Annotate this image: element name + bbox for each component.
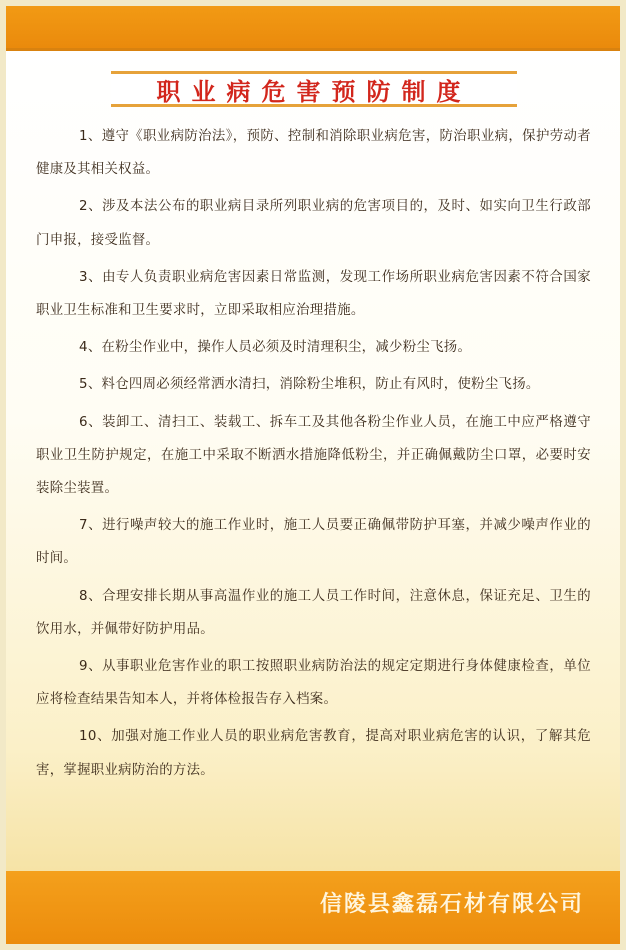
rule-item: 3、由专人负责职业病危害因素日常监测，发现工作场所职业病危害因素不符合国家职业卫生标准和卫生要求时，立即采取相应治理措施。 (36, 269, 591, 319)
rule-item: 4、在粉尘作业中，操作人员必须及时清理积尘，减少粉尘飞扬。 (79, 340, 472, 356)
title-frame (111, 71, 517, 107)
rule-item: 1、遵守《职业病防治法》，预防、控制和消除职业病危害，防治职业病，保护劳动者健康及其相关权益。 (36, 129, 591, 178)
rule-item: 9、从事职业危害作业的职工按照职业病防治法的规定定期进行身体健康检查，单位应将检查结果告知本人，并将体检报告存入档案。 (36, 659, 591, 708)
rule-item: 5、料仓四周必须经常洒水清扫，消除粉尘堆积，防止有风时，使粉尘飞扬。 (79, 377, 540, 393)
company-name: 信陵县鑫磊石材有限公司 (319, 892, 584, 917)
bottom-banner (6, 871, 620, 944)
rule-item: 2、涉及本法公布的职业病目录所列职业病的危害项目的，及时、如实向卫生行政部门申报，接受监督。 (36, 199, 591, 248)
rule-item: 7、进行噪声较大的施工作业时，施工人员要正确佩带防护耳塞，并减少噪声作业的时间。 (36, 518, 591, 567)
rule-item: 6、装卸工、清扫工、装载工、拆车工及其他各粉尘作业人员，在施工中应严格遵守职业卫生防护规定，在施工中采取不断洒水措施降低粉尘，并正确佩戴防尘口罩，必要时安装除尘装置。 (36, 414, 591, 497)
top-banner (6, 6, 620, 51)
rule-item: 10、加强对施工作业人员的职业病危害教育，提高对职业病危害的认识，了解其危害，掌握职业病防治的方法。 (36, 729, 591, 778)
rules-list (36, 120, 591, 791)
rule-item: 8、合理安排长期从事高温作业的施工人员工作时间，注意休息，保证充足、卫生的饮用水，并佩带好防护用品。 (36, 588, 591, 637)
page-title: 职业病危害预防制度 (156, 77, 472, 106)
